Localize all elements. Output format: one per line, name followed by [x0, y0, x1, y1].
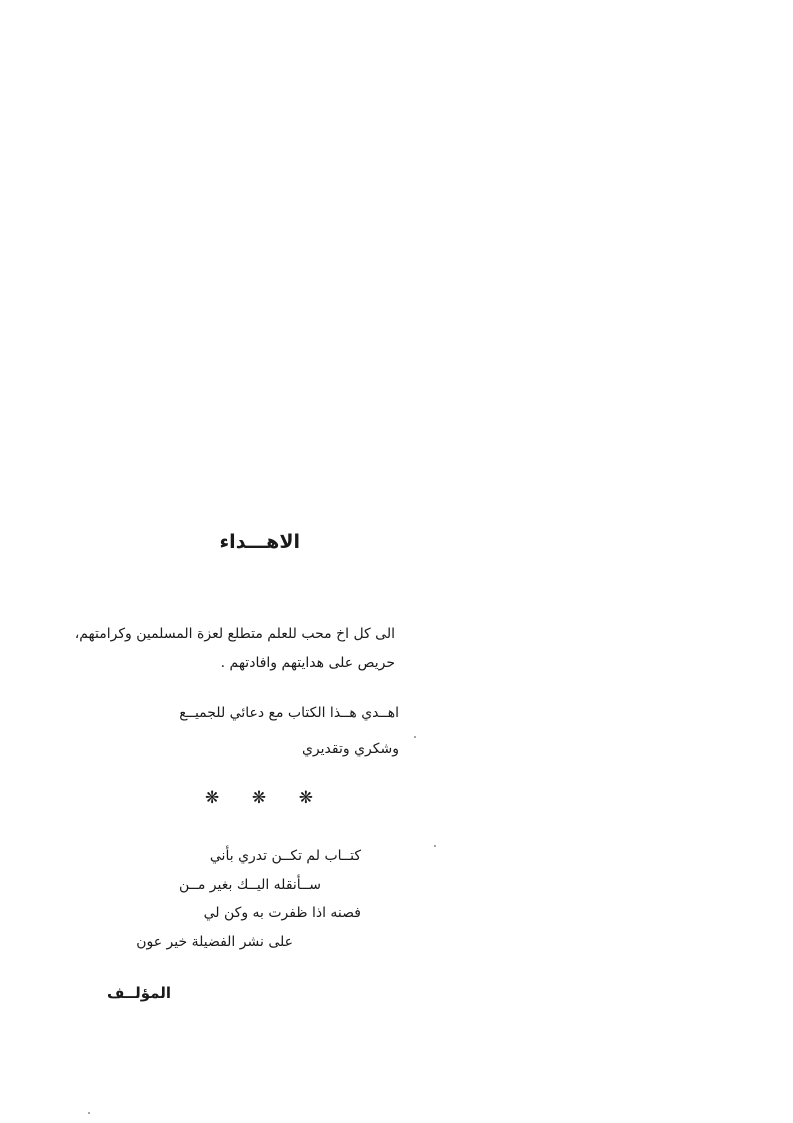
- dedicate-line-1: اهــدي هــذا الكتاب مع دعائي للجميــع: [179, 705, 399, 721]
- dedication-title: الاهـــداء: [219, 531, 300, 553]
- star-icon: ❋: [205, 788, 220, 808]
- poem-line-2: ســأنقله اليــك بغير مــن: [178, 877, 321, 893]
- dedication-paragraph-line-2: حريص على هدايتهم وافادتهم .: [220, 655, 395, 671]
- star-icon: ❋: [298, 788, 313, 808]
- dedicate-line-2: وشكري وتقديري: [301, 741, 399, 757]
- scan-speck: [414, 736, 416, 738]
- poem-line-3: فصنه اذا ظفرت به وكن لي: [203, 905, 361, 921]
- dedication-paragraph-line-1: الى كل اخ محب للعلم متطلع لعزة المسلمين وكرامتهم،: [74, 626, 395, 642]
- scan-speck: [434, 845, 436, 847]
- poem-line-1: كتــاب لم تكــن تدري بأني: [209, 848, 361, 864]
- star-separator: [205, 790, 313, 807]
- author-signature: المؤلــف: [107, 984, 171, 1002]
- scan-speck: [88, 1112, 90, 1114]
- star-icon: ❋: [251, 788, 267, 808]
- poem-line-4: على نشر الفضيلة خير عون: [136, 934, 293, 950]
